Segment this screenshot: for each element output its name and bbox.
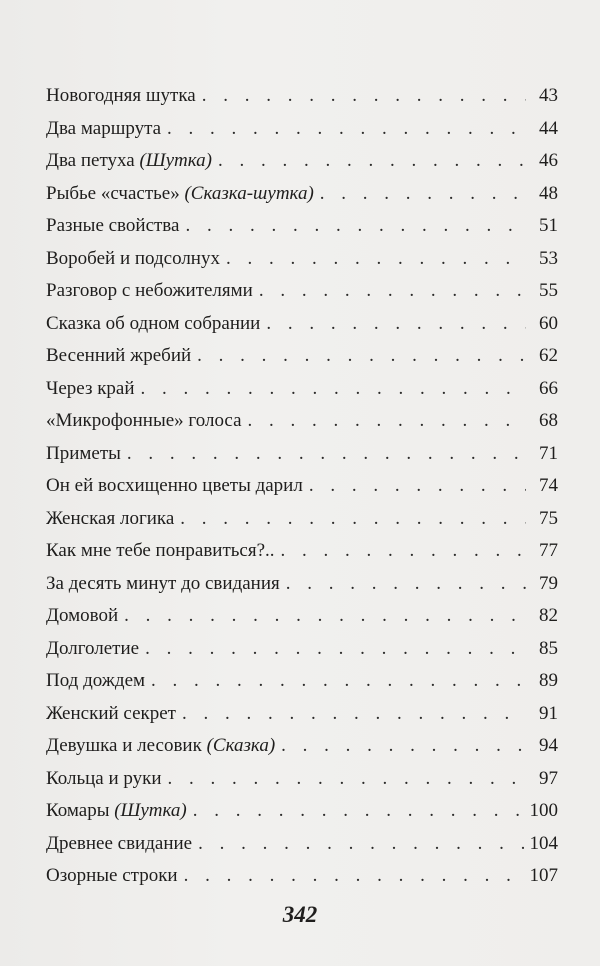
toc-entry bbox=[46, 568, 558, 601]
dot-leader bbox=[259, 275, 526, 308]
toc-entry-title bbox=[46, 730, 275, 763]
toc-entry bbox=[46, 145, 558, 178]
dot-leader bbox=[266, 308, 526, 341]
toc-entry-title bbox=[46, 568, 280, 601]
toc-entry bbox=[46, 373, 558, 406]
toc-entry-title-text: Рыбье «счастье» bbox=[46, 182, 185, 204]
toc-entry-title bbox=[46, 438, 121, 471]
toc-entry-title bbox=[46, 243, 220, 276]
toc-entry-page-number: 75 bbox=[539, 507, 558, 529]
dot-leader bbox=[185, 210, 526, 243]
toc-entry-title bbox=[46, 340, 191, 373]
dot-leader bbox=[218, 145, 526, 178]
toc-entry-title-text: Озорные строки bbox=[46, 865, 178, 886]
toc-entry-page-number: 66 bbox=[539, 377, 558, 399]
dot-leader bbox=[145, 633, 526, 666]
toc-entry-page-number: 97 bbox=[539, 767, 558, 789]
toc-entry-title bbox=[46, 210, 179, 243]
toc-entry-page-number: 44 bbox=[539, 117, 558, 139]
toc-entry-title bbox=[46, 470, 303, 503]
toc-entry bbox=[46, 243, 558, 276]
toc-entry-title bbox=[46, 145, 212, 178]
toc-entry bbox=[46, 698, 558, 731]
toc-entry-page-number: 68 bbox=[539, 410, 558, 431]
toc-entry-title-text: Воробей и подсолнух bbox=[46, 247, 220, 269]
toc-entry bbox=[46, 470, 558, 503]
toc-entry-title bbox=[46, 795, 187, 828]
toc-entry-page-number: 62 bbox=[539, 345, 558, 366]
toc-entry-title bbox=[46, 763, 162, 796]
dot-leader bbox=[180, 503, 526, 536]
dot-leader bbox=[198, 828, 523, 861]
dot-leader bbox=[226, 243, 526, 276]
toc-entry-page-number: 43 bbox=[539, 85, 558, 106]
toc-entry-title-text: Разные свойства bbox=[46, 215, 180, 236]
toc-entry-title-text: Девушка и лесовик bbox=[46, 735, 207, 756]
toc-entry-title-text: Сказка об одном собрании bbox=[46, 312, 261, 334]
toc-entry-page-number: 46 bbox=[539, 150, 558, 171]
dot-leader bbox=[127, 438, 526, 471]
toc-entry-page-number: 71 bbox=[539, 442, 558, 464]
toc-entry bbox=[46, 828, 558, 861]
toc-entry-title-text: Древнее свидание bbox=[46, 832, 193, 854]
toc-entry-page-number: 60 bbox=[539, 312, 558, 334]
dot-leader bbox=[309, 470, 526, 503]
toc-entry-title-text: За десять минут до свидания bbox=[46, 572, 280, 594]
toc-entry-title-text: Женский секрет bbox=[46, 702, 176, 724]
toc-entry-title bbox=[46, 535, 275, 568]
toc-entry-title bbox=[46, 308, 260, 341]
toc-entry-page-number: 53 bbox=[539, 247, 558, 269]
toc-entry bbox=[46, 340, 558, 373]
toc-entry-subtitle: (Шутка) bbox=[139, 150, 212, 171]
toc-entry bbox=[46, 113, 558, 146]
dot-leader bbox=[248, 405, 526, 438]
toc-entry bbox=[46, 860, 558, 893]
toc-entry-title bbox=[46, 633, 139, 666]
toc-entry-title-text: Два маршрута bbox=[46, 117, 162, 139]
toc-entry-title-text: «Микрофонные» голоса bbox=[46, 410, 242, 431]
toc-entry-title bbox=[46, 275, 253, 308]
toc-entry-page-number: 79 bbox=[539, 572, 558, 594]
toc-entry-page-number: 82 bbox=[539, 605, 558, 626]
toc-entry-title bbox=[46, 600, 118, 633]
dot-leader bbox=[286, 568, 526, 601]
dot-leader bbox=[151, 665, 526, 698]
toc-entry-title bbox=[46, 80, 196, 113]
toc-entry bbox=[46, 600, 558, 633]
toc-entry-page-number: 51 bbox=[539, 215, 558, 236]
dot-leader bbox=[197, 340, 526, 373]
dot-leader bbox=[184, 860, 524, 893]
dot-leader bbox=[168, 763, 526, 796]
toc-entry-title bbox=[46, 373, 135, 406]
toc-entry-title bbox=[46, 113, 161, 146]
toc-entry-title-text: Он ей восхищенно цветы дарил bbox=[46, 475, 303, 496]
toc-entry-subtitle: (Сказка-шутка) bbox=[184, 182, 314, 204]
toc-entry-page-number: 94 bbox=[539, 735, 558, 756]
toc-entry bbox=[46, 275, 558, 308]
toc-entry-title-text: Под дождем bbox=[46, 670, 146, 691]
toc-entry-title-text: Кольца и руки bbox=[46, 767, 162, 789]
toc-entry-title-text: Весенний жребий bbox=[46, 345, 192, 366]
toc-entry-page-number: 77 bbox=[539, 540, 558, 561]
toc-entry bbox=[46, 178, 558, 211]
toc-entry bbox=[46, 80, 558, 113]
dot-leader bbox=[167, 113, 526, 146]
toc-entry-title bbox=[46, 503, 174, 536]
toc-entry-page-number: 55 bbox=[539, 280, 558, 301]
dot-leader bbox=[281, 535, 526, 568]
dot-leader bbox=[141, 373, 526, 406]
toc-entry-title bbox=[46, 828, 192, 861]
toc-entry-title bbox=[46, 860, 178, 893]
toc-entry-title-text: Комары bbox=[46, 800, 115, 821]
dot-leader bbox=[281, 730, 526, 763]
toc-entry-page-number: 89 bbox=[539, 670, 558, 691]
toc-entry bbox=[46, 405, 558, 438]
toc-entry bbox=[46, 308, 558, 341]
toc-entry-title-text: Домовой bbox=[46, 605, 119, 626]
dot-leader bbox=[182, 698, 526, 731]
toc-entry-page-number: 85 bbox=[539, 637, 558, 659]
toc-entry-title bbox=[46, 405, 242, 438]
toc-entry bbox=[46, 438, 558, 471]
toc-entry-title bbox=[46, 178, 314, 211]
toc-entry bbox=[46, 665, 558, 698]
toc-entry-title-text: Разговор с небожителями bbox=[46, 280, 253, 301]
page-number: 342 bbox=[282, 902, 318, 927]
dot-leader bbox=[193, 795, 524, 828]
toc-entry-page-number: 104 bbox=[529, 832, 558, 854]
toc-entry-title-text: Как мне тебе понравиться?.. bbox=[46, 540, 275, 561]
toc-entry bbox=[46, 633, 558, 666]
toc-entry bbox=[46, 535, 558, 568]
toc-entry-title-text: Новогодняя шутка bbox=[46, 85, 196, 106]
toc-entry-title bbox=[46, 698, 176, 731]
toc-entry-title bbox=[46, 665, 145, 698]
toc-entry bbox=[46, 763, 558, 796]
dot-leader bbox=[124, 600, 526, 633]
toc-entry-title-text: Два петуха bbox=[46, 150, 140, 171]
toc-entry-page-number: 91 bbox=[539, 702, 558, 724]
toc-entry-title-text: Приметы bbox=[46, 442, 121, 464]
toc-entry-title-text: Женская логика bbox=[46, 507, 175, 529]
toc-entry-page-number: 74 bbox=[539, 475, 558, 496]
table-of-contents bbox=[46, 80, 558, 893]
toc-entry-page-number: 100 bbox=[529, 800, 558, 821]
toc-entry-page-number: 107 bbox=[529, 865, 558, 886]
toc-entry-title-text: Долголетие bbox=[46, 637, 140, 659]
toc-entry bbox=[46, 503, 558, 536]
toc-entry bbox=[46, 730, 558, 763]
toc-entry-subtitle: (Шутка) bbox=[114, 800, 187, 821]
dot-leader bbox=[202, 80, 526, 113]
toc-entry-subtitle: (Сказка) bbox=[206, 735, 276, 756]
toc-entry-page-number: 48 bbox=[539, 182, 558, 204]
toc-entry bbox=[46, 210, 558, 243]
toc-entry bbox=[46, 795, 558, 828]
toc-entry-title-text: Через край bbox=[46, 377, 135, 399]
dot-leader bbox=[320, 178, 526, 211]
